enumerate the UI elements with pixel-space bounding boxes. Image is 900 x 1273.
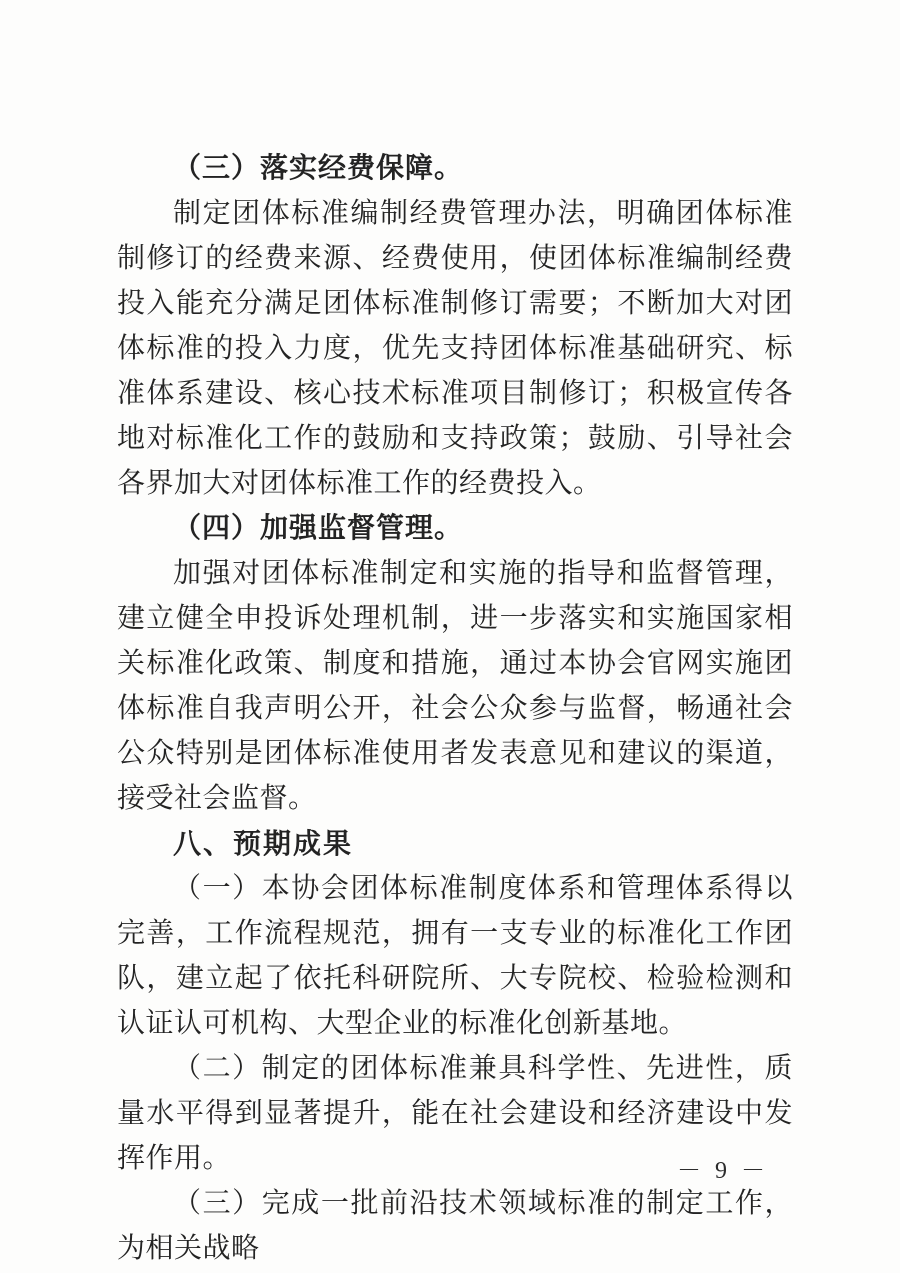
paragraph-supervision: 加强对团体标准制定和实施的指导和监督管理，建立健全申投诉处理机制，进一步落实和实施国家相关标准化政策、制度和措施，通过本协会官网实施团体标准自我声明公开，社会公众参与监督，畅通社会公众特别是团体标准使用者发表意见和建议的渠道，接受社会监督。 xyxy=(117,558,793,814)
paragraph-funding: 制定团体标准编制经费管理办法，明确团体标准制修订的经费来源、经费使用，使团体标准编制经费投入能充分满足团体标准制修订需要；不断加大对团体标准的投入力度，优先支持团体标准基础研究、标准体系建设、核心技术标准项目制修订；积极宣传各地对标准化工作的鼓励和支持政策；鼓励、引导社会各界加大对团体标准工作的经费投入。 xyxy=(117,198,793,499)
paragraph-result-3: （三）完成一批前沿技术领域标准的制定工作，为相关战略 xyxy=(117,1188,793,1264)
paragraph-result-2: （二）制定的团体标准兼具科学性、先进性，质量水平得到显著提升，能在社会建设和经济建设中发挥作用。 xyxy=(117,1053,793,1174)
section-heading-expected-results: 八、预期成果 xyxy=(173,828,354,859)
paragraph-result-1: （一）本协会团体标准制度体系和管理体系得以完善，工作流程规范，拥有一支专业的标准化工作团队，建立起了依托科研院所、大专院校、检验检测和认证认可机构、大型企业的标准化创新基地。 xyxy=(117,873,793,1039)
page-number: － 9 － xyxy=(677,1158,769,1184)
document-body xyxy=(117,146,793,1271)
section-heading-supervision: （四）加强监督管理。 xyxy=(173,513,464,544)
section-heading-funding: （三）落实经费保障。 xyxy=(173,153,464,184)
